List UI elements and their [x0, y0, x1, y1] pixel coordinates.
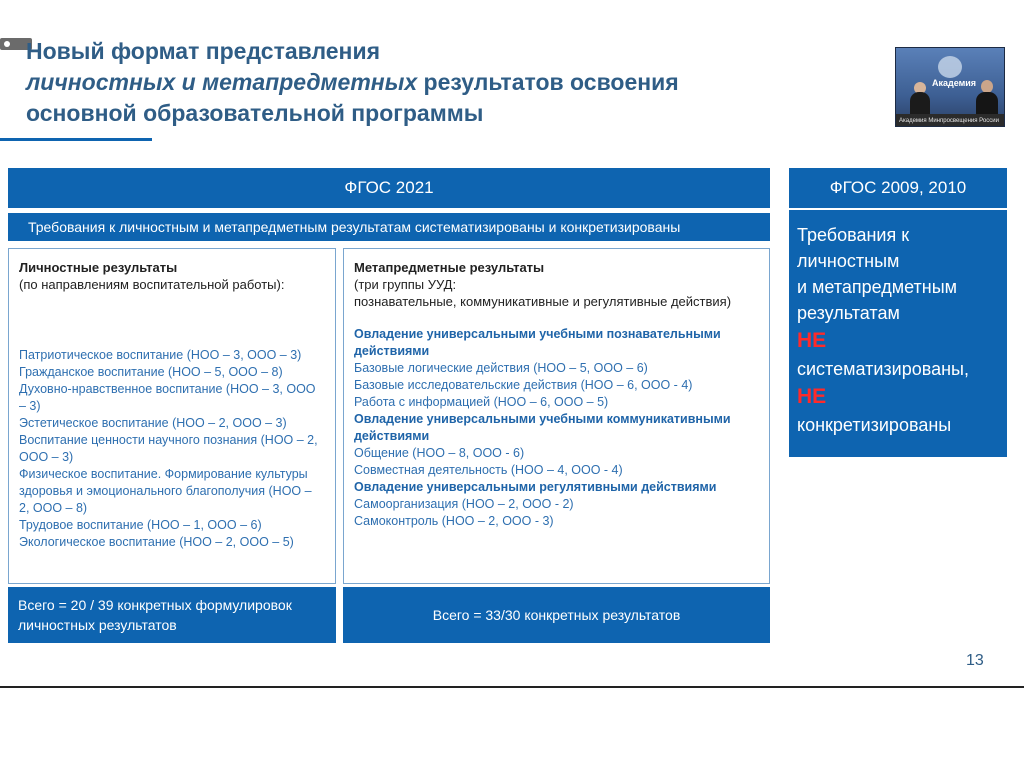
metasubject-total: Всего = 33/30 конкретных результатов: [343, 587, 770, 643]
old-line-3: и метапредметным: [797, 277, 958, 297]
column-header-fgos-2009: ФГОС 2009, 2010: [789, 168, 1007, 208]
old-line-2: личностным: [797, 251, 900, 271]
title-italic: личностных и метапредметных: [26, 69, 418, 95]
metasubject-subheading-1: (три группы УУД:: [354, 277, 457, 292]
title-line-3: основной образовательной программы: [26, 100, 484, 126]
metasubject-results-panel: [343, 248, 770, 584]
list-item: Экологическое воспитание (НОО – 2, ООО – 5): [19, 535, 294, 549]
personal-total: Всего = 20 / 39 конкретных формулировок личностных результатов: [8, 587, 336, 643]
title-line-1: Новый формат представления: [26, 38, 381, 64]
personal-results-panel: [8, 248, 336, 584]
personal-heading: Личностные результаты: [19, 260, 178, 275]
requirements-bar: Требования к личностным и метапредметным результатам систематизированы и конкретизированы: [8, 213, 770, 241]
personal-list: [19, 347, 325, 551]
group-heading-communicative: Овладение универсальными учебными коммуникативными действиями: [354, 412, 731, 443]
old-line-6: конкретизированы: [797, 415, 952, 435]
emblem-icon: [938, 56, 962, 78]
column-header-fgos-2021: ФГОС 2021: [8, 168, 770, 208]
list-item: Трудовое воспитание (НОО – 1, ООО – 6): [19, 518, 262, 532]
list-item: Патриотическое воспитание (НОО – 3, ООО – 3): [19, 348, 302, 362]
old-line-1: Требования к: [797, 225, 910, 245]
personal-subheading: (по направлениям воспитательной работы):: [19, 277, 285, 292]
group-heading-cognitive: Овладение универсальными учебными познавательными действиями: [354, 327, 721, 358]
title-underline: [0, 138, 152, 141]
list-item: Духовно-нравственное воспитание (НОО – 3, ООО – 3): [19, 382, 316, 413]
list-item: Гражданское воспитание (НОО – 5, ООО – 8): [19, 365, 283, 379]
webcam-brand: Академия: [932, 78, 977, 88]
list-item: Эстетическое воспитание (НОО – 2, ООО – 3): [19, 416, 287, 430]
group-heading-regulatory: Овладение универсальными регулятивными действиями: [354, 480, 717, 494]
list-item: Самоорганизация (НОО – 2, ООО - 2): [354, 497, 574, 511]
list-item: Базовые исследовательские действия (НОО – 6, ООО - 4): [354, 378, 693, 392]
metasubject-list: [354, 326, 759, 530]
ne-label-2: НЕ: [797, 385, 827, 408]
ne-label-1: НЕ: [797, 329, 827, 352]
old-line-4: результатам: [797, 303, 900, 323]
list-item: Воспитание ценности научного познания (НОО – 2, ООО – 3): [19, 433, 318, 464]
page-number: 13: [966, 652, 984, 669]
webcam-caption: Академия Минпросвещения России: [899, 118, 999, 124]
list-item: Общение (НОО – 8, ООО - 6): [354, 446, 525, 460]
list-item: Физическое воспитание. Формирование культуры здоровья и эмоционального благополучия (НОО – 2, ООО – 8): [19, 467, 312, 515]
old-line-5: систематизированы,: [797, 359, 969, 379]
old-standard-box: [789, 210, 1007, 457]
title-line-2: [26, 67, 876, 98]
metasubject-heading: Метапредметные результаты: [354, 260, 545, 275]
title-line-2-rest: результатов освоения: [417, 69, 679, 95]
divider: [0, 686, 1024, 688]
page-title: [26, 36, 876, 129]
list-item: Базовые логические действия (НОО – 5, ООО – 6): [354, 361, 648, 375]
list-item: Работа с информацией (НОО – 6, ООО – 5): [354, 395, 609, 409]
metasubject-subheading-2: познавательные, коммуникативные и регулятивные действия): [354, 294, 732, 309]
list-item: Совместная деятельность (НОО – 4, ООО - 4): [354, 463, 623, 477]
webcam-video[interactable]: [895, 47, 1005, 127]
list-item: Самоконтроль (НОО – 2, ООО - 3): [354, 514, 554, 528]
